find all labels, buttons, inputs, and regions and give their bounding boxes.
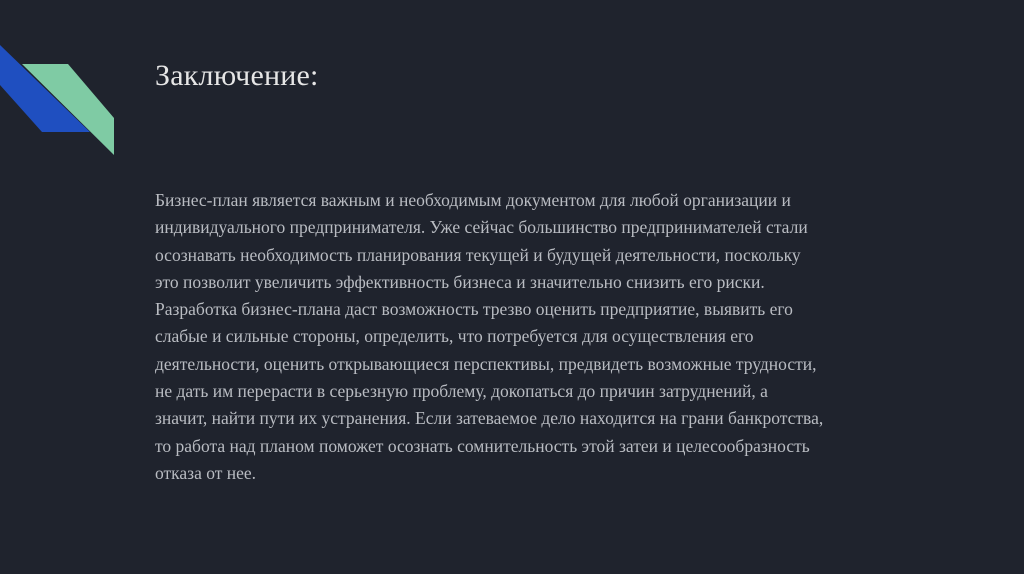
body-line: отказа от нее. bbox=[155, 462, 257, 483]
body-line: не дать им перерасти в серьезную проблему, докопаться до причин затруднений, а bbox=[155, 381, 768, 402]
body-line: Бизнес-план является важным и необходимым документом для любой организации и bbox=[155, 190, 791, 210]
slide-title: Заключение: bbox=[155, 59, 319, 92]
body-line: значит, найти пути их устранения. Если затеваемое дело находится на грани банкротства, bbox=[155, 408, 824, 429]
body-line: слабые и сильные стороны, определить, что потребуется для осуществления его bbox=[155, 326, 754, 347]
body-line: то работа над планом поможет осознать сомнительность этой затеи и целесообразность bbox=[155, 435, 810, 456]
body-line: это позволит увеличить эффективность бизнеса и значительно снизить его риски. bbox=[155, 271, 765, 292]
body-line: деятельности, оценить открывающиеся перспективы, предвидеть возможные трудности, bbox=[155, 353, 817, 374]
body-paragraph bbox=[155, 187, 915, 487]
body-line: осознавать необходимость планирования текущей и будущей деятельности, поскольку bbox=[155, 244, 801, 265]
body-line: Разработка бизнес-плана даст возможность трезво оценить предприятие, выявить его bbox=[155, 299, 793, 320]
body-line: индивидуального предпринимателя. Уже сейчас большинство предпринимателей стали bbox=[155, 217, 808, 238]
corner-decoration bbox=[0, 0, 130, 170]
